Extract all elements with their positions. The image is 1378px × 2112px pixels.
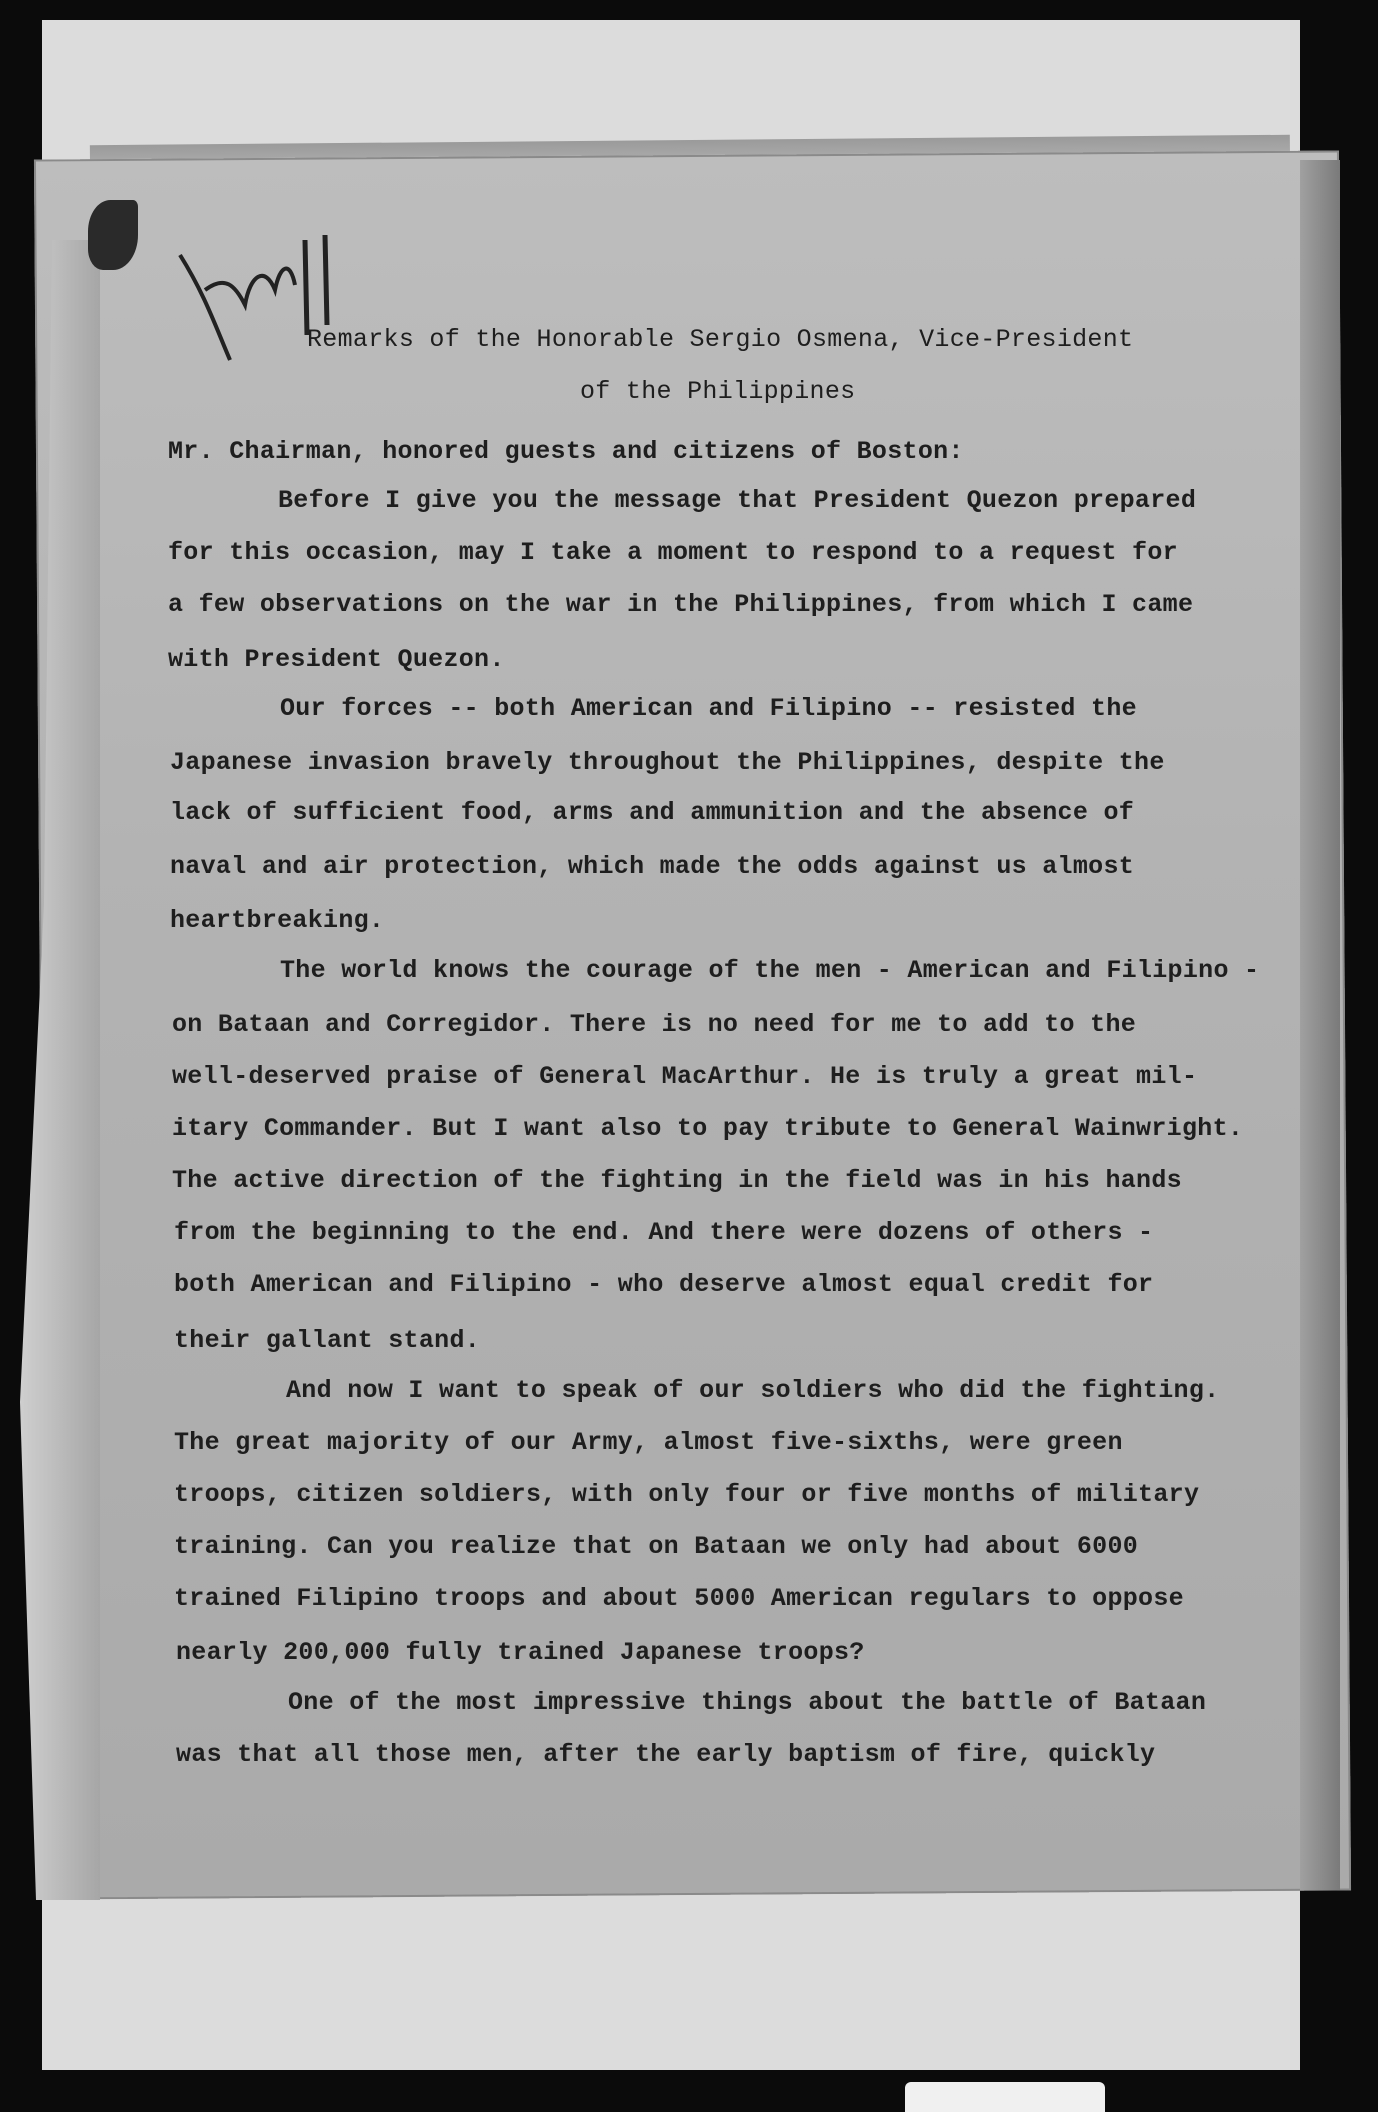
body-line: from the beginning to the end. And there were dozens of others - — [174, 1218, 1154, 1247]
body-line: for this occasion, may I take a moment to respond to a request for — [168, 538, 1178, 567]
body-line: Japanese invasion bravely throughout the Philippines, despite the — [170, 748, 1165, 777]
body-line: naval and air protection, which made the odds against us almost — [170, 852, 1135, 881]
body-line: on Bataan and Corregidor. There is no need for me to add to the — [172, 1010, 1137, 1039]
body-line: nearly 200,000 fully trained Japanese troops? — [176, 1638, 865, 1667]
title-line-1: Remarks of the Honorable Sergio Osmena, Vice-President — [307, 325, 1134, 354]
title-line-2: of the Philippines — [580, 377, 856, 406]
body-line: a few observations on the war in the Philippines, from which I came — [168, 590, 1194, 619]
body-line: itary Commander. But I want also to pay tribute to General Wainwright. — [172, 1114, 1244, 1143]
body-line: And now I want to speak of our soldiers who did the fighting. — [286, 1376, 1220, 1405]
body-line: lack of sufficient food, arms and ammunition and the absence of — [170, 798, 1135, 827]
body-line: Before I give you the message that President Quezon prepared — [278, 486, 1197, 515]
body-line: The great majority of our Army, almost five-sixths, were green — [174, 1428, 1123, 1457]
archive-label-tab — [905, 2082, 1105, 2112]
body-line: The active direction of the fighting in the field was in his hands — [172, 1166, 1182, 1195]
body-line: heartbreaking. — [170, 906, 385, 935]
body-line: One of the most impressive things about the battle of Bataan — [288, 1688, 1207, 1717]
body-line: with President Quezon. — [168, 645, 505, 674]
body-line: both American and Filipino - who deserve almost equal credit for — [174, 1270, 1154, 1299]
body-line: well-deserved praise of General MacArthur. He is truly a great mil- — [172, 1062, 1198, 1091]
body-line: was that all those men, after the early baptism of fire, quickly — [176, 1740, 1156, 1769]
body-line: The world knows the courage of the men - American and Filipino - — [280, 956, 1260, 985]
body-line: trained Filipino troops and about 5000 American regulars to oppose — [174, 1584, 1184, 1613]
salutation: Mr. Chairman, honored guests and citizens of Boston: — [168, 437, 964, 466]
body-line: training. Can you realize that on Bataan we only had about 6000 — [174, 1532, 1139, 1561]
body-line: their gallant stand. — [174, 1326, 481, 1355]
body-line: troops, citizen soldiers, with only four or five months of military — [174, 1480, 1200, 1509]
body-line: Our forces -- both American and Filipino -- resisted the — [280, 694, 1137, 723]
